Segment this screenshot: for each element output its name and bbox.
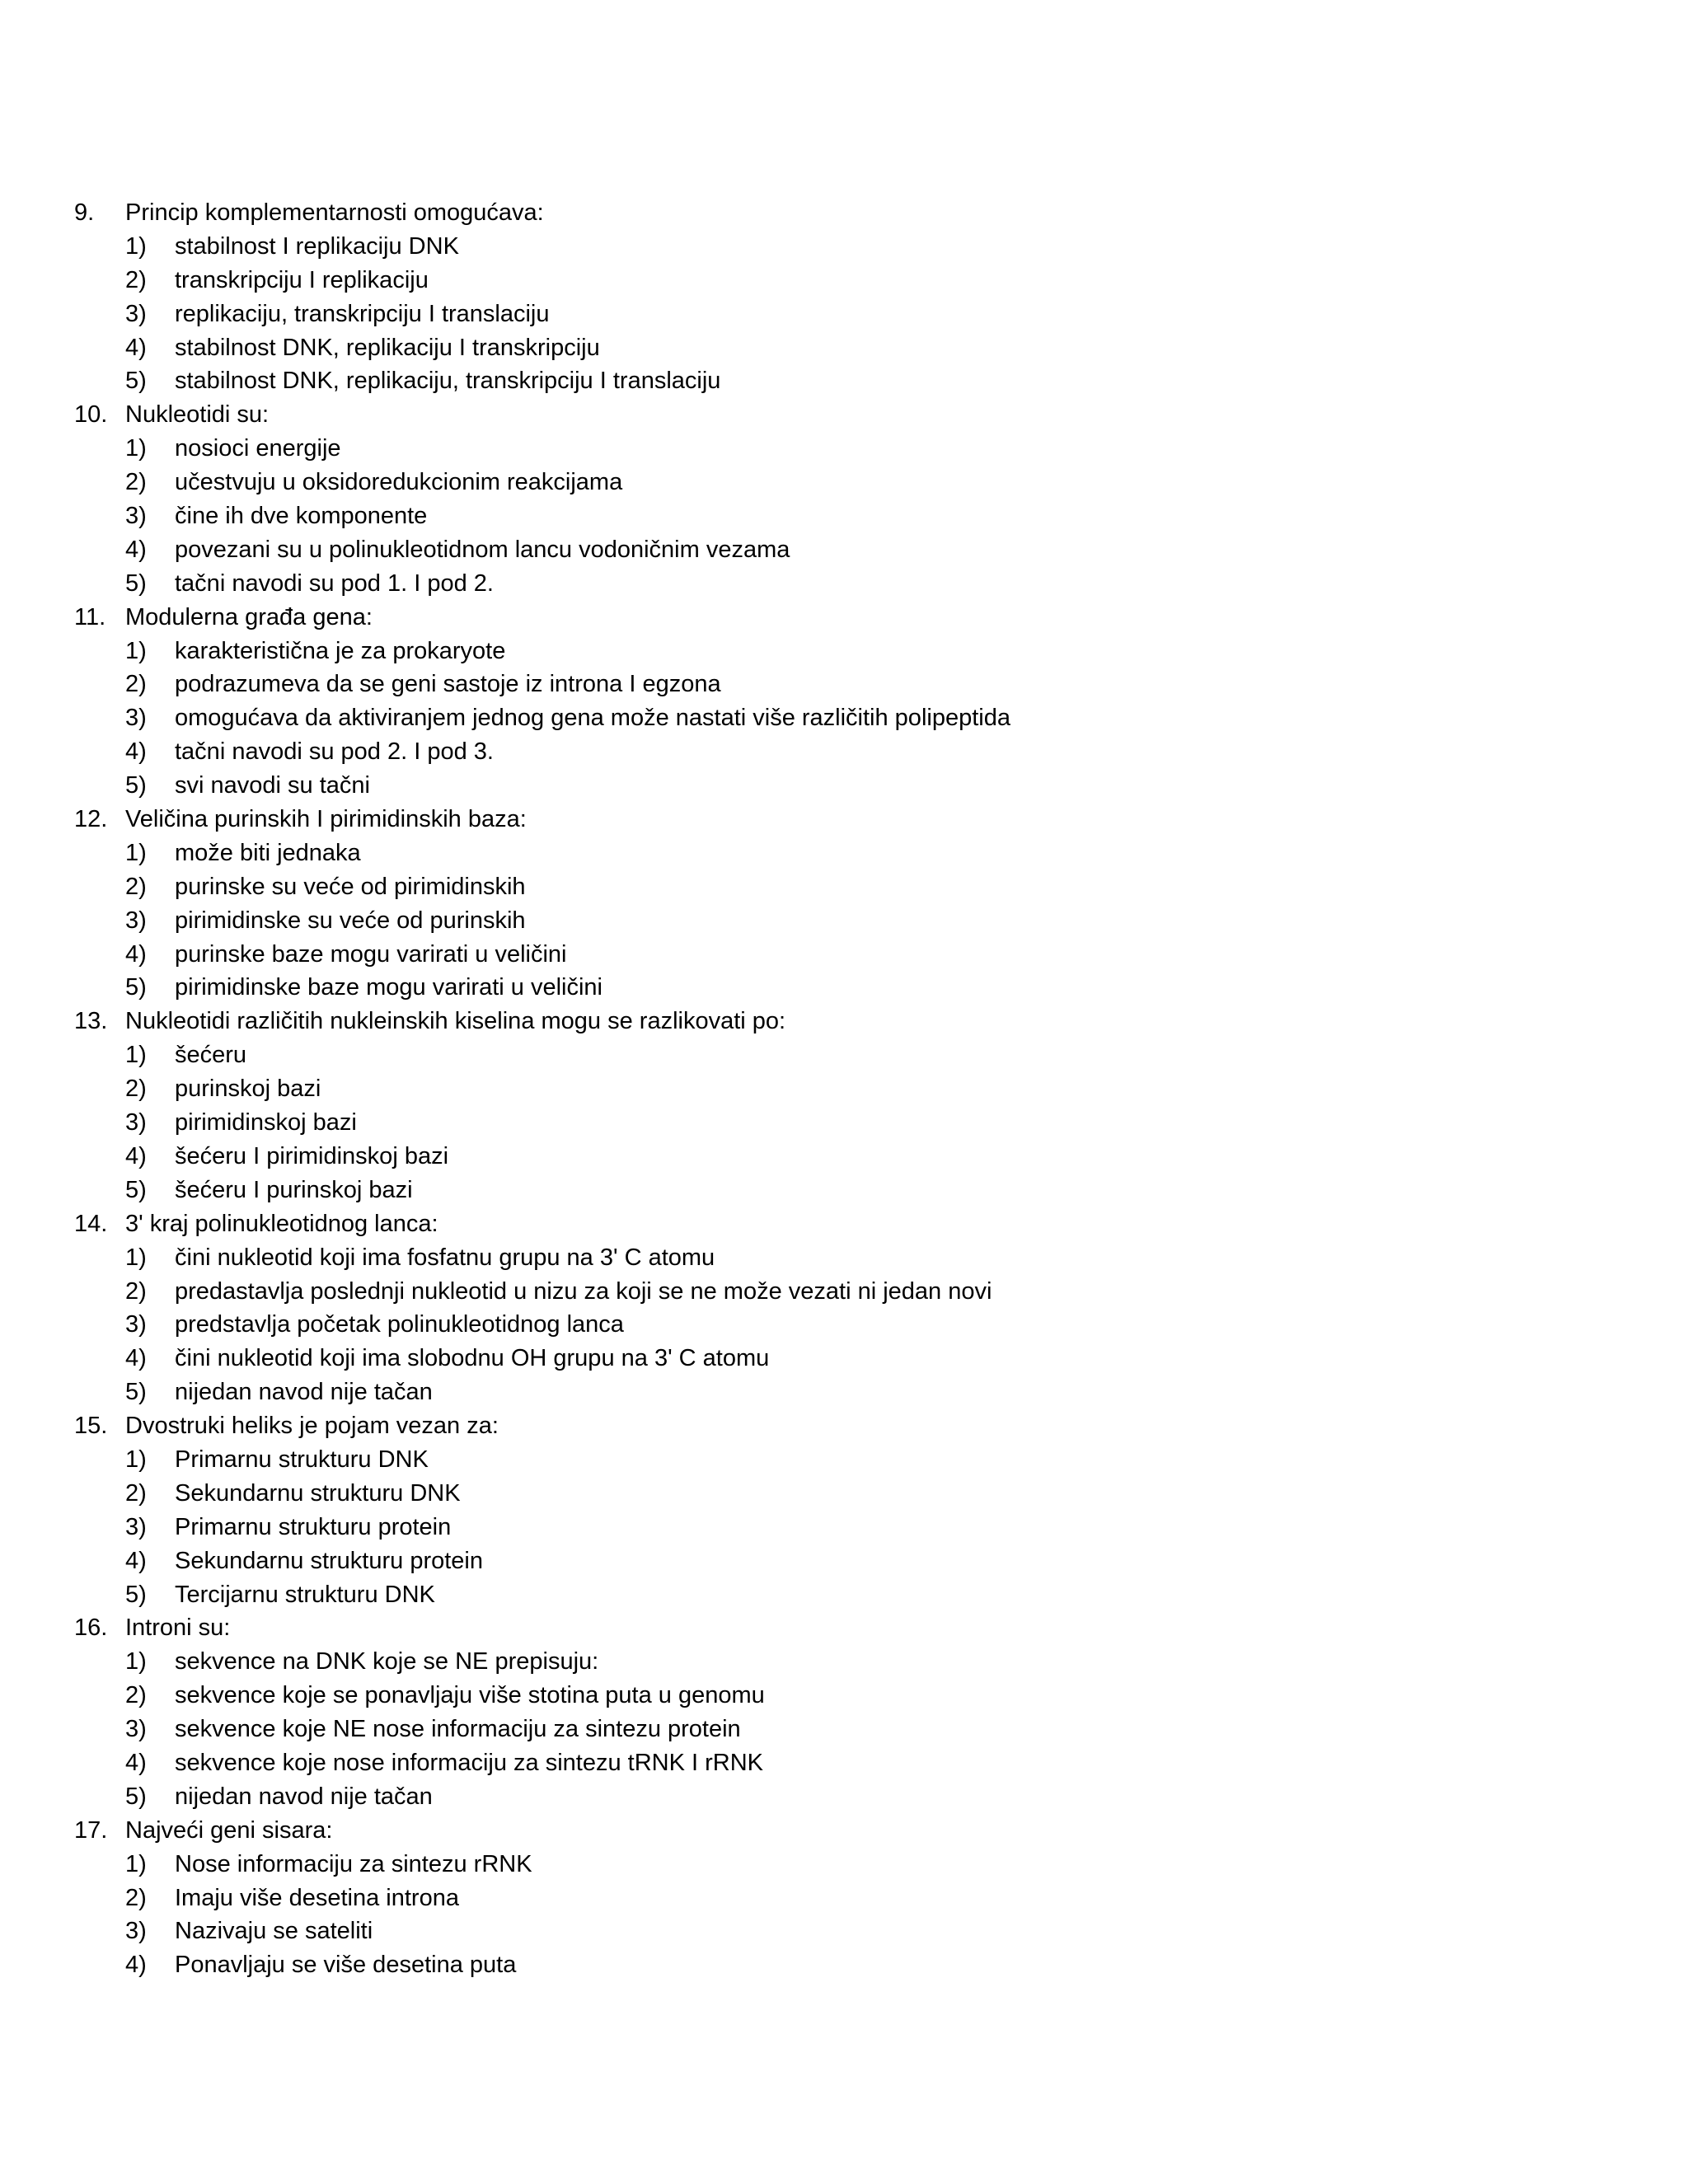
option-text: Primarnu strukturu protein <box>175 1513 452 1540</box>
option-number: 5) <box>125 772 147 799</box>
question-17 <box>74 1814 1640 1848</box>
option-text: karakteristična je za prokaryote <box>175 637 506 664</box>
option-text: učestvuju u oksidoredukcionim reakcijama <box>175 469 623 496</box>
option-text: čine ih dve komponente <box>175 503 428 530</box>
answer-option <box>74 1679 1640 1713</box>
option-number: 4) <box>125 1142 147 1169</box>
option-text: sekvence na DNK koje se NE prepisuju: <box>175 1648 599 1675</box>
answer-option <box>74 1544 1640 1578</box>
answer-option <box>74 331 1640 365</box>
option-number: 3) <box>125 1513 147 1540</box>
answer-option <box>74 230 1640 264</box>
question-number: 16. <box>74 1615 108 1642</box>
option-number: 2) <box>125 873 147 900</box>
option-number: 3) <box>125 300 147 327</box>
question-number: 17. <box>74 1816 108 1844</box>
answer-option <box>74 870 1640 904</box>
question-text: Introni su: <box>125 1615 231 1642</box>
option-number: 2) <box>125 266 147 293</box>
answer-option <box>74 668 1640 701</box>
option-number: 4) <box>125 1952 147 1979</box>
answer-option <box>74 499 1640 533</box>
option-text: Primarnu strukturu DNK <box>175 1446 429 1473</box>
option-text: svi navodi su tačni <box>175 772 370 799</box>
question-11 <box>74 601 1640 635</box>
option-number: 4) <box>125 738 147 766</box>
answer-option <box>74 1713 1640 1746</box>
answer-option <box>74 1848 1640 1882</box>
option-text: pirimidinske su veće od purinskih <box>175 907 526 934</box>
answer-option <box>74 1948 1640 1982</box>
option-number: 1) <box>125 1850 147 1877</box>
option-number: 5) <box>125 569 147 597</box>
question-text: Modulerna građa gena: <box>125 603 373 630</box>
option-number: 5) <box>125 1783 147 1810</box>
option-number: 1) <box>125 232 147 260</box>
answer-option <box>74 1072 1640 1106</box>
option-text: sekvence koje nose informaciju za sintezu tRNK I rRNK <box>175 1749 764 1776</box>
option-text: Nazivaju se sateliti <box>175 1918 373 1945</box>
option-number: 3) <box>125 1716 147 1743</box>
answer-option <box>74 1915 1640 1948</box>
option-text: stabilnost I replikaciju DNK <box>175 232 459 260</box>
answer-option <box>74 298 1640 331</box>
question-text: Veličina purinskih I pirimidinskih baza: <box>125 806 527 833</box>
answer-option <box>74 938 1640 972</box>
option-number: 5) <box>125 1379 147 1406</box>
option-text: može biti jednaka <box>175 839 361 866</box>
question-13 <box>74 1005 1640 1038</box>
option-text: nosioci energije <box>175 435 341 462</box>
question-text: Dvostruki heliks je pojam vezan za: <box>125 1413 499 1440</box>
option-number: 4) <box>125 1345 147 1372</box>
question-number: 10. <box>74 401 108 429</box>
option-text: Nose informaciju za sintezu rRNK <box>175 1850 532 1877</box>
option-text: šećeru I purinskoj bazi <box>175 1176 413 1203</box>
answer-option <box>74 1443 1640 1477</box>
option-text: predstavlja početak polinukleotidnog lanca <box>175 1311 624 1338</box>
option-text: Sekundarnu strukturu DNK <box>175 1479 461 1507</box>
option-number: 4) <box>125 940 147 968</box>
option-text: šećeru <box>175 1042 247 1069</box>
answer-option <box>74 1477 1640 1511</box>
option-number: 2) <box>125 1277 147 1305</box>
option-text: purinske baze mogu varirati u veličini <box>175 940 567 968</box>
answer-option <box>74 1241 1640 1275</box>
option-number: 3) <box>125 503 147 530</box>
option-text: nijedan navod nije tačan <box>175 1783 433 1810</box>
answer-option <box>74 1645 1640 1679</box>
option-text: čini nukleotid koji ima fosfatnu grupu na 3' C atomu <box>175 1244 715 1271</box>
option-text: povezani su u polinukleotidnom lancu vodoničnim vezama <box>175 536 790 563</box>
answer-option <box>74 1882 1640 1915</box>
question-text: Nukleotidi su: <box>125 401 270 429</box>
answer-option <box>74 1376 1640 1409</box>
question-16 <box>74 1611 1640 1645</box>
answer-option <box>74 466 1640 499</box>
option-text: sekvence koje NE nose informaciju za sintezu protein <box>175 1716 741 1743</box>
option-number: 4) <box>125 1547 147 1574</box>
question-number: 9. <box>74 199 95 226</box>
option-number: 2) <box>125 1076 147 1103</box>
answer-option <box>74 701 1640 735</box>
question-10 <box>74 398 1640 432</box>
answer-option <box>74 837 1640 870</box>
question-9 <box>74 196 1640 230</box>
question-text: 3' kraj polinukleotidnog lanca: <box>125 1210 438 1237</box>
question-number: 13. <box>74 1008 108 1035</box>
option-number: 1) <box>125 1446 147 1473</box>
option-number: 4) <box>125 536 147 563</box>
question-text: Najveći geni sisara: <box>125 1816 333 1844</box>
answer-option <box>74 1106 1640 1140</box>
option-number: 4) <box>125 1749 147 1776</box>
answer-option <box>74 533 1640 567</box>
option-number: 5) <box>125 974 147 1001</box>
option-number: 1) <box>125 1648 147 1675</box>
question-number: 14. <box>74 1210 108 1237</box>
option-number: 3) <box>125 907 147 934</box>
question-list <box>74 196 1640 1982</box>
option-number: 2) <box>125 1884 147 1911</box>
option-text: šećeru I pirimidinskoj bazi <box>175 1142 449 1169</box>
option-text: podrazumeva da se geni sastoje iz introna I egzona <box>175 671 721 698</box>
answer-option <box>74 364 1640 398</box>
question-number: 15. <box>74 1413 108 1440</box>
question-number: 12. <box>74 806 108 833</box>
option-text: purinskoj bazi <box>175 1076 321 1103</box>
option-text: purinske su veće od pirimidinskih <box>175 873 526 900</box>
question-number: 11. <box>74 603 106 630</box>
option-number: 2) <box>125 1682 147 1709</box>
question-text: Princip komplementarnosti omogućava: <box>125 199 544 226</box>
answer-option <box>74 1275 1640 1309</box>
option-number: 1) <box>125 839 147 866</box>
option-number: 2) <box>125 1479 147 1507</box>
option-text: Imaju više desetina introna <box>175 1884 459 1911</box>
answer-option <box>74 1174 1640 1207</box>
option-number: 1) <box>125 1244 147 1271</box>
option-number: 3) <box>125 1918 147 1945</box>
answer-option <box>74 1746 1640 1780</box>
option-number: 3) <box>125 1109 147 1137</box>
option-text: Tercijarnu strukturu DNK <box>175 1581 435 1608</box>
answer-option <box>74 1511 1640 1544</box>
option-text: replikaciju, transkripciju I translaciju <box>175 300 550 327</box>
answer-option <box>74 971 1640 1005</box>
option-text: Sekundarnu strukturu protein <box>175 1547 483 1574</box>
option-text: tačni navodi su pod 1. I pod 2. <box>175 569 494 597</box>
option-text: čini nukleotid koji ima slobodnu OH grupu na 3' C atomu <box>175 1345 770 1372</box>
answer-option <box>74 1038 1640 1072</box>
option-text: pirimidinske baze mogu varirati u veličini <box>175 974 603 1001</box>
question-15 <box>74 1409 1640 1443</box>
answer-option <box>74 1780 1640 1814</box>
option-text: predastavlja poslednji nukleotid u nizu za koji se ne može vezati ni jedan novi <box>175 1277 992 1305</box>
option-number: 1) <box>125 637 147 664</box>
option-text: stabilnost DNK, replikaciju I transkripciju <box>175 334 600 361</box>
option-number: 2) <box>125 671 147 698</box>
option-number: 3) <box>125 1311 147 1338</box>
option-number: 1) <box>125 1042 147 1069</box>
option-text: Ponavljaju se više desetina puta <box>175 1952 517 1979</box>
question-14 <box>74 1207 1640 1241</box>
option-text: omogućava da aktiviranjem jednog gena može nastati više različitih polipeptida <box>175 705 1010 732</box>
option-number: 1) <box>125 435 147 462</box>
answer-option <box>74 1578 1640 1612</box>
option-text: transkripciju I replikaciju <box>175 266 429 293</box>
option-number: 5) <box>125 1176 147 1203</box>
answer-option <box>74 1140 1640 1174</box>
option-text: pirimidinskoj bazi <box>175 1109 357 1137</box>
answer-option <box>74 1308 1640 1342</box>
answer-option <box>74 432 1640 466</box>
answer-option <box>74 635 1640 668</box>
option-number: 3) <box>125 705 147 732</box>
answer-option <box>74 735 1640 769</box>
answer-option <box>74 904 1640 938</box>
question-12 <box>74 803 1640 837</box>
option-text: stabilnost DNK, replikaciju, transkripciju I translaciju <box>175 368 721 395</box>
answer-option <box>74 264 1640 298</box>
option-text: nijedan navod nije tačan <box>175 1379 433 1406</box>
question-text: Nukleotidi različitih nukleinskih kiselina mogu se razlikovati po: <box>125 1008 786 1035</box>
option-number: 5) <box>125 368 147 395</box>
option-text: sekvence koje se ponavljaju više stotina puta u genomu <box>175 1682 765 1709</box>
option-number: 2) <box>125 469 147 496</box>
answer-option <box>74 1342 1640 1376</box>
answer-option <box>74 567 1640 601</box>
option-text: tačni navodi su pod 2. I pod 3. <box>175 738 494 766</box>
option-number: 5) <box>125 1581 147 1608</box>
option-number: 4) <box>125 334 147 361</box>
answer-option <box>74 769 1640 803</box>
